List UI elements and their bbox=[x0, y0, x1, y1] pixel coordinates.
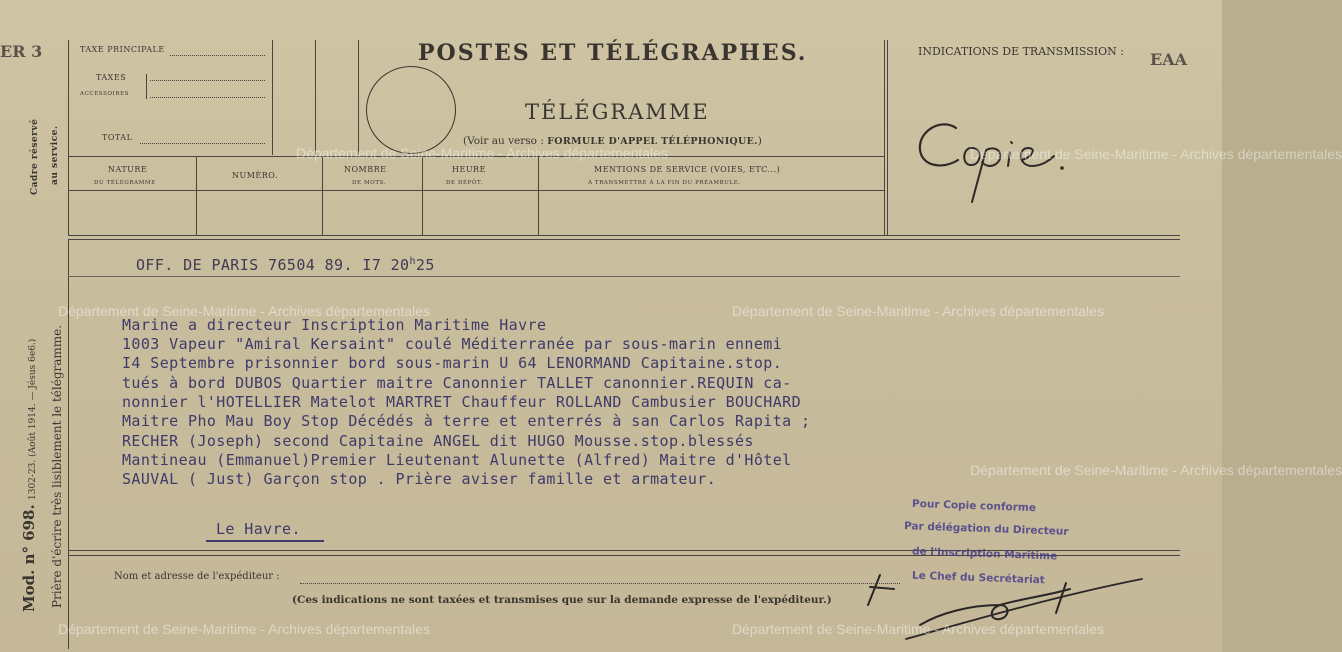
message-line-8: Mantineau (Emmanuel)Premier Lieutenant Alunette (Alfred) Maitre d'Hôtel bbox=[122, 451, 792, 469]
document-subtitle: TÉLÉGRAMME bbox=[525, 100, 710, 124]
taxes-brace bbox=[146, 74, 147, 99]
header-right-divider bbox=[884, 40, 885, 235]
watermark-5: Département de Seine-Maritime - Archives départementales bbox=[970, 462, 1342, 478]
preamble-main: OFF. DE PARIS 76504 89. I7 20 bbox=[136, 256, 410, 274]
accessoires-label: ACCESSOIRES bbox=[80, 91, 130, 97]
stamp-line-2: Par délégation du Directeur bbox=[903, 520, 1069, 538]
message-line-9: SAUVAL ( Just) Garçon stop . Prière aviser famille et armateur. bbox=[122, 470, 717, 488]
message-line-6: Maitre Pho Mau Boy Stop Décédés à terre et enterrés à san Carlos Rapita ; bbox=[122, 412, 811, 430]
stamp-line-3: de l'Inscription Maritime bbox=[911, 545, 1058, 563]
write-legibly-note: Prière d'écrire très lisiblement le télégramme. bbox=[50, 324, 64, 608]
left-edge-marks: ER 3 bbox=[0, 42, 43, 61]
col-divider-heure bbox=[538, 156, 539, 235]
stamp-line-1: Pour Copie conforme bbox=[911, 497, 1037, 515]
preamble-end: 25 bbox=[415, 256, 435, 274]
header-bottom-rule bbox=[68, 235, 1180, 236]
au-service-label: au service. bbox=[50, 125, 60, 185]
header-left-border bbox=[68, 40, 69, 235]
taxes-line-1 bbox=[150, 80, 265, 81]
body-rule-1 bbox=[68, 276, 1180, 277]
message-line-1: Marine a directeur Inscription Maritime Havre bbox=[122, 316, 547, 334]
col-mentions-label: MENTIONS DE SERVICE (VOIES, ETC...) bbox=[594, 165, 781, 174]
taxes-label: TAXES bbox=[96, 73, 127, 82]
footer-note: (Ces indications ne sont taxées et transmises que sur la demande expresse de l'expéditeur.) bbox=[292, 594, 832, 606]
taxes-line-2 bbox=[150, 97, 265, 98]
watermark-4: Département de Seine-Maritime - Archives départementales bbox=[732, 303, 1104, 319]
tax-col-divider-1 bbox=[272, 40, 273, 155]
tax-col-divider-3 bbox=[358, 40, 359, 155]
col-heure-label: HEURE bbox=[452, 165, 486, 174]
verso-prefix: (Voir au verso : bbox=[463, 135, 548, 147]
cadre-reserve-label: Cadre réservé bbox=[30, 118, 40, 195]
col-divider-numero bbox=[322, 156, 323, 235]
indications-label: INDICATIONS DE TRANSMISSION : bbox=[918, 45, 1124, 58]
tax-col-divider-2 bbox=[315, 40, 316, 155]
watermark-1: Département de Seine-Maritime - Archives départementales bbox=[296, 145, 668, 161]
body-left-border bbox=[68, 239, 69, 649]
total-line bbox=[140, 143, 265, 144]
watermark-2: Département de Seine-Maritime - Archives départementales bbox=[970, 146, 1342, 162]
col-mentions-sub: À TRANSMETTRE À LA FIN DU PRÉAMBULE. bbox=[588, 180, 741, 186]
message-signature: Le Havre. bbox=[216, 520, 301, 538]
preamble-line bbox=[136, 256, 435, 274]
sender-line bbox=[300, 583, 900, 584]
taxe-principale-line bbox=[170, 55, 265, 56]
message-line-5: nonnier l'HOTELLIER Matelot MARTRET Chauffeur ROLLAND Cambusier BOUCHARD bbox=[122, 393, 802, 411]
col-nombre-sub: DE MOTS. bbox=[352, 180, 387, 186]
watermark-6: Département de Seine-Maritime - Archives départementales bbox=[58, 621, 430, 637]
model-number: Mod. n° 698. bbox=[20, 504, 38, 612]
print-reference: 1302-23. (Août 1914. — Jésus 6e6.) bbox=[28, 338, 38, 500]
message-line-7: RECHER (Joseph) second Capitaine ANGEL dit HUGO Mousse.stop.blessés bbox=[122, 432, 754, 450]
columns-sub-rule bbox=[68, 190, 884, 191]
sender-label: Nom et adresse de l'expéditeur : bbox=[114, 571, 280, 582]
col-divider-nombre bbox=[422, 156, 423, 235]
preamble-sup: h bbox=[409, 256, 416, 267]
message-line-3: I4 Septembre prisonnier bord sous-marin U 64 LENORMAND Capitaine.stop. bbox=[122, 354, 783, 372]
taxe-principale-label: TAXE PRINCIPALE bbox=[80, 45, 165, 54]
verso-bold: FORMULE D'APPEL TÉLÉPHONIQUE. bbox=[547, 136, 758, 147]
message-line-2: 1003 Vapeur "Amiral Kersaint" coulé Méditerranée par sous-marin ennemi bbox=[122, 335, 783, 353]
header-right-divider-2 bbox=[887, 40, 888, 235]
col-divider-nature bbox=[196, 156, 197, 235]
col-nombre-label: NOMBRE bbox=[344, 165, 387, 174]
postmark-circle bbox=[366, 66, 456, 154]
col-nature-sub: DU TÉLÉGRAMME bbox=[94, 180, 156, 186]
right-edge-marks: EAA bbox=[1150, 50, 1188, 69]
header-bottom-rule-2 bbox=[68, 239, 1180, 240]
verso-suffix: ) bbox=[757, 135, 762, 147]
watermark-3: Département de Seine-Maritime - Archives départementales bbox=[58, 303, 430, 319]
col-numero-label: NUMÉRO. bbox=[232, 171, 278, 180]
signature-underline bbox=[206, 540, 324, 542]
message-line-4: tués à bord DUBOS Quartier maitre Canonnier TALLET canonnier.REQUIN ca- bbox=[122, 374, 792, 392]
col-nature-label: NATURE bbox=[108, 165, 148, 174]
stamp-line-4: Le Chef du Secrétariat bbox=[911, 569, 1046, 587]
total-label: TOTAL bbox=[102, 133, 133, 142]
col-heure-sub: DE DÉPÔT. bbox=[446, 180, 483, 186]
watermark-7: Département de Seine-Maritime - Archives départementales bbox=[732, 621, 1104, 637]
document-title: POSTES ET TÉLÉGRAPHES. bbox=[418, 40, 808, 66]
